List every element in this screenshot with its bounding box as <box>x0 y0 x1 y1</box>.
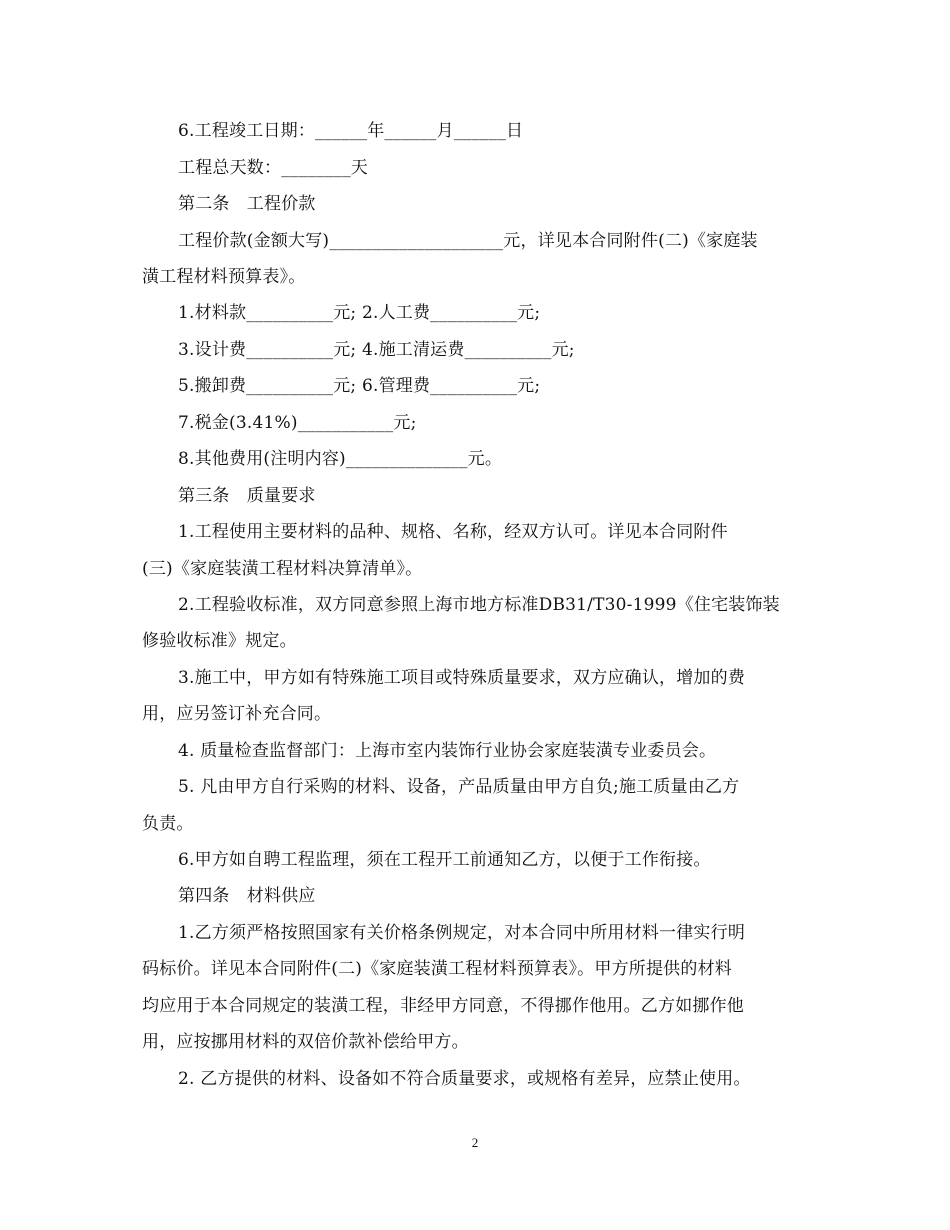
quality-item-1-line-1: 1.工程使用主要材料的品种、规格、名称，经双方认可。详见本合同附件 <box>178 522 728 542</box>
quality-item-6: 6.甲方如自聘工程监理，须在工程开工前通知乙方，以便于工作衔接。 <box>178 850 711 870</box>
total-days-line: 工程总天数：________天 <box>178 158 368 178</box>
other-fee-line: 8.其他费用(注明内容)______________元。 <box>178 449 503 469</box>
quality-item-2-line-2: 修验收标准》规定。 <box>142 631 297 651</box>
tax-line: 7.税金(3.41%)___________元; <box>178 413 417 433</box>
supply-item-1-line-1: 1.乙方须严格按照国家有关价格条例规定，对本合同中所用材料一律实行明 <box>178 923 746 943</box>
quality-item-2-line-1: 2.工程验收标准，双方同意参照上海市地方标准DB31/T30-1999《住宅装饰装 <box>178 595 780 615</box>
quality-item-5-line-1: 5. 凡由甲方自行采购的材料、设备，产品质量由甲方自负;施工质量由乙方 <box>178 777 740 797</box>
supply-item-2-line-1: 2. 乙方提供的材料、设备如不符合质量要求，或规格有差异，应禁止使用。 <box>178 1069 751 1089</box>
page-number: 2 <box>471 1135 479 1150</box>
fee-line-2: 3.设计费__________元; 4.施工清运费__________元; <box>178 340 575 360</box>
supply-item-1-line-2: 码标价。详见本合同附件(二)《家庭装潢工程材料预算表》。甲方所提供的材料 <box>142 959 732 979</box>
price-line-1: 工程价款(金额大写)____________________元，详见本合同附件(二)《家庭装 <box>178 231 758 251</box>
fee-line-3: 5.搬卸费__________元; 6.管理费__________元; <box>178 376 541 396</box>
price-line-2: 潢工程材料预算表》。 <box>142 267 306 287</box>
quality-item-4: 4. 质量检查监督部门：上海市室内装饰行业协会家庭装潢专业委员会。 <box>178 741 717 761</box>
article-2-heading: 第二条 工程价款 <box>178 194 316 214</box>
supply-item-1-line-4: 用，应按挪用材料的双倍价款补偿给甲方。 <box>142 1032 469 1052</box>
completion-date-line: 6.工程竣工日期：______年______月______日 <box>178 121 524 141</box>
article-3-heading: 第三条 质量要求 <box>178 486 316 506</box>
supply-item-1-line-3: 均应用于本合同规定的装潢工程，非经甲方同意，不得挪作他用。乙方如挪作他 <box>142 996 744 1016</box>
quality-item-3-line-1: 3.施工中，甲方如有特殊施工项目或特殊质量要求，双方应确认，增加的费 <box>178 668 746 688</box>
quality-item-5-line-2: 负责。 <box>142 814 194 834</box>
quality-item-1-line-2: (三)《家庭装潢工程材料决算清单》。 <box>142 559 423 579</box>
quality-item-3-line-2: 用，应另签订补充合同。 <box>142 704 332 724</box>
fee-line-1: 1.材料款__________元; 2.人工费__________元; <box>178 303 541 323</box>
article-4-heading: 第四条 材料供应 <box>178 886 316 906</box>
